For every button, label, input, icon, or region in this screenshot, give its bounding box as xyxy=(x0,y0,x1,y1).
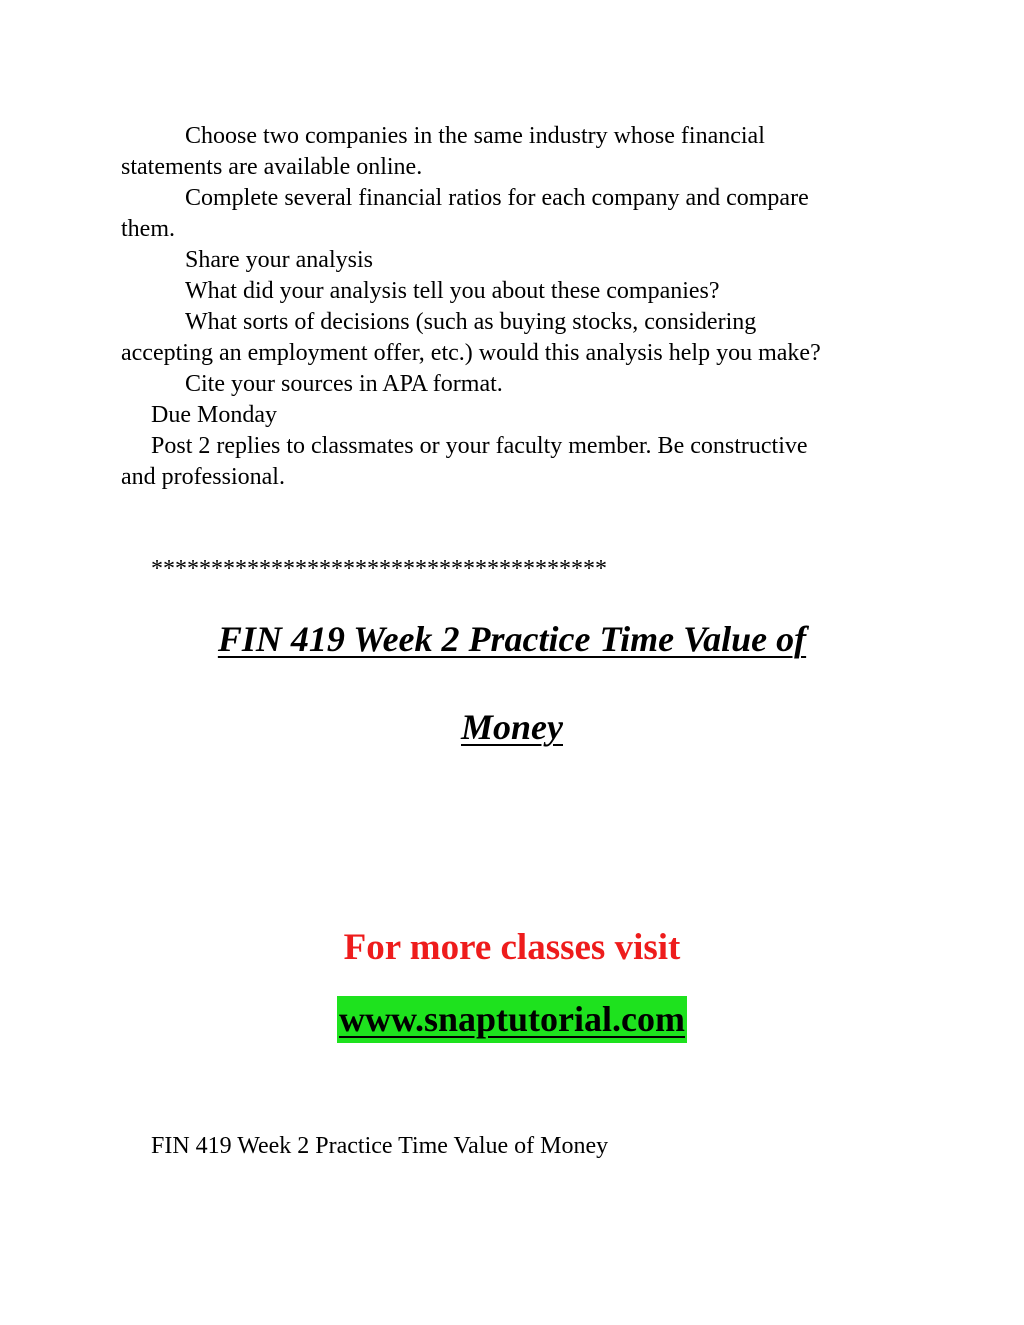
promo-link-container xyxy=(0,996,1024,1043)
body-line: statements are available online. xyxy=(121,154,423,180)
separator: ************************************** xyxy=(151,556,607,582)
page-title-line-2: Money xyxy=(461,707,563,747)
body-line: Share your analysis xyxy=(185,247,373,273)
body-line: Cite your sources in APA format. xyxy=(185,371,503,397)
snaptutorial-link[interactable]: www.snaptutorial.com xyxy=(337,996,687,1043)
page-title-continued xyxy=(0,706,1024,748)
body-line: Post 2 replies to classmates or your faculty member. Be constructive xyxy=(151,433,808,459)
page-title-line-1: FIN 419 Week 2 Practice Time Value of xyxy=(217,619,807,659)
promo-text: For more classes visit xyxy=(343,927,681,968)
body-line: them. xyxy=(121,216,175,242)
body-line: Choose two companies in the same industry whose financial xyxy=(185,123,765,149)
body-line: Complete several financial ratios for each company and compare xyxy=(185,185,809,211)
page-title xyxy=(0,618,1024,660)
body-line: and professional. xyxy=(121,464,285,490)
footer-title: FIN 419 Week 2 Practice Time Value of Money xyxy=(151,1133,609,1159)
body-line: What did your analysis tell you about these companies? xyxy=(185,278,720,304)
body-line: Due Monday xyxy=(151,402,277,428)
body-line: accepting an employment offer, etc.) would this analysis help you make? xyxy=(121,340,821,366)
body-line: What sorts of decisions (such as buying stocks, considering xyxy=(185,309,757,335)
